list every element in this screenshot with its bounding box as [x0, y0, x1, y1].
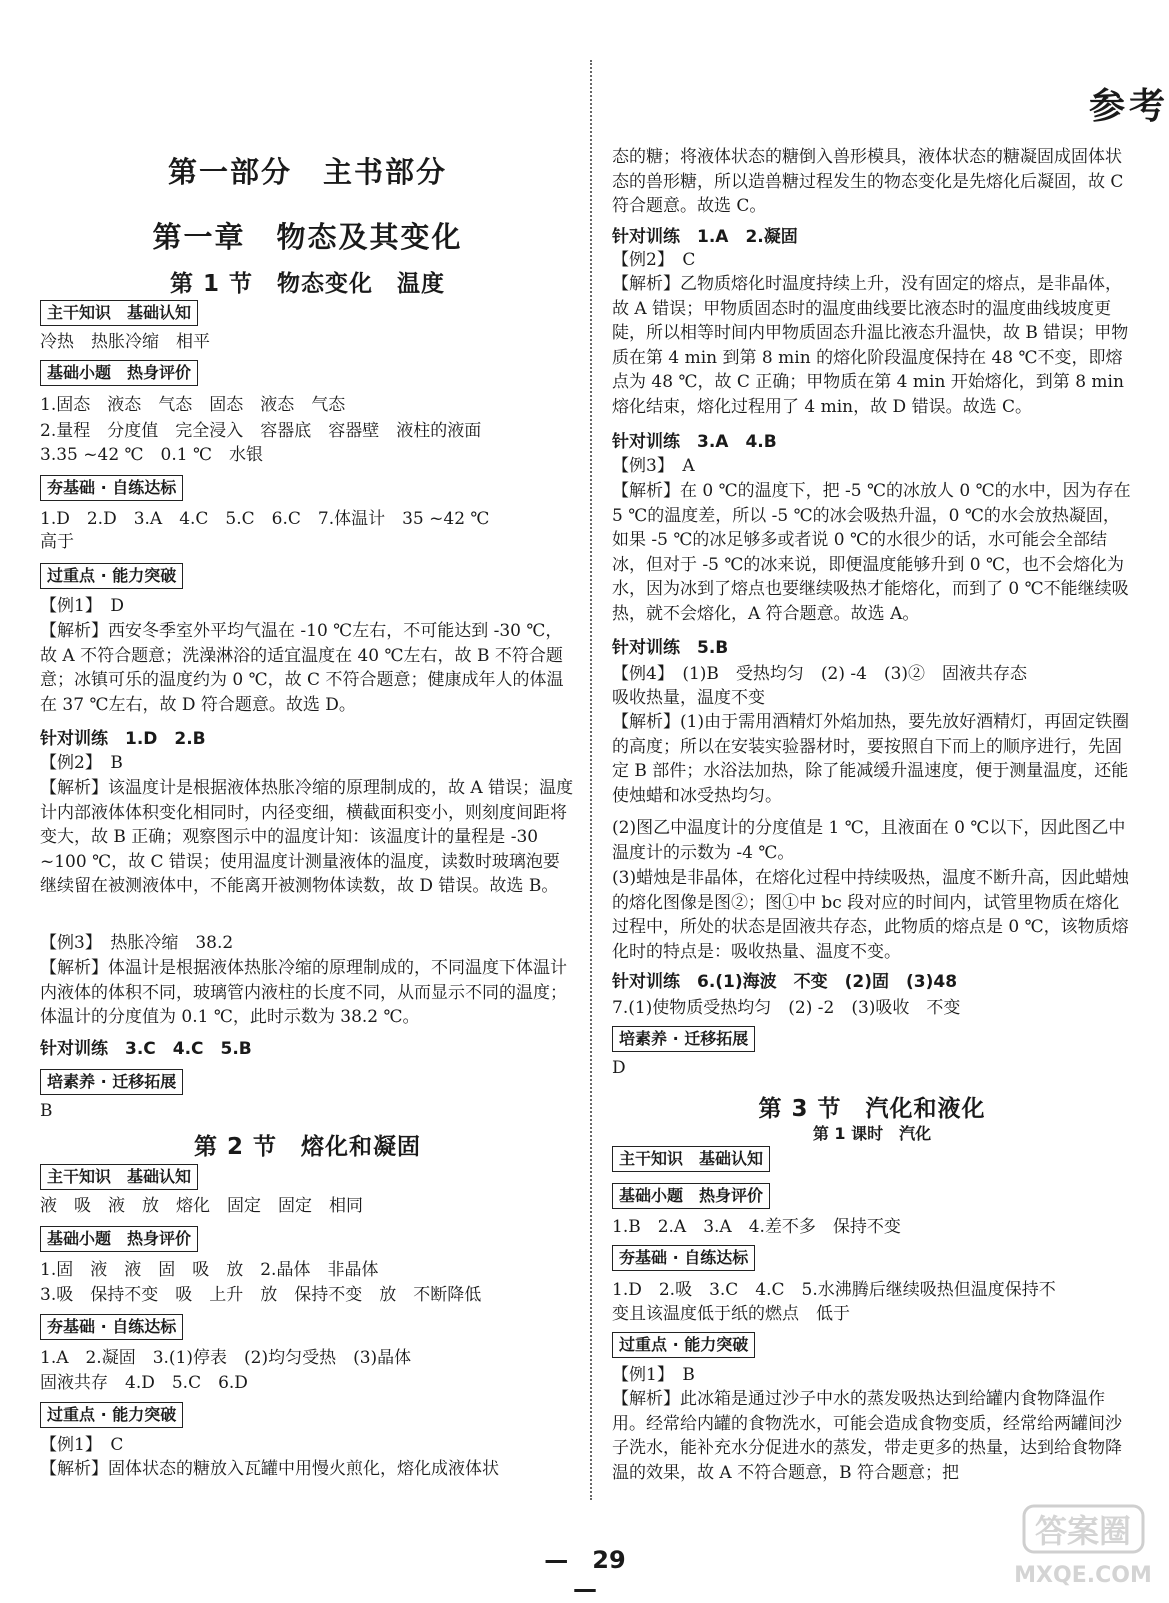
example-label: 【例1】 D: [40, 596, 124, 616]
section-2-title: 第 2 节 熔化和凝固: [193, 1134, 422, 1160]
svg-text:答案圈: 答案圈: [1034, 1512, 1132, 1550]
example-label: 【例1】 C: [40, 1435, 124, 1455]
label-main-knowledge: 主干知识 基础认知: [40, 300, 198, 326]
analysis-paragraph: 【解析】体温计是根据液体热胀冷缩的原理制成的，不同温度下体温计内液体的体积不同，玻璃管内液柱的长度不同，从而显示不同的温度；体温计的分度值为 0.1 ℃，此时示数为 38.2 ℃。: [40, 958, 567, 1027]
analysis-paragraph: 态的糖；将液体状态的糖倒入兽形模具，液体状态的糖凝固成固体状态的兽形糖，所以造兽糖过程发生的物态变化是先熔化后凝固，故 C 符合题意。故选 C。: [612, 147, 1124, 216]
column-divider: [590, 60, 592, 1500]
answer-line: 1.D 2.吸 3.C 4.C 5.水沸腾后继续吸热但温度保持不: [612, 1280, 1056, 1300]
lesson-title: 第 1 课时 汽化: [812, 1124, 932, 1143]
answer-line: 1.B 2.A 3.A 4.差不多 保持不变: [612, 1217, 901, 1237]
analysis-paragraph: (2)图乙中温度计的分度值是 1 ℃，且液面在 0 ℃以下，因此图乙中温度计的示数为 -4 ℃。: [612, 818, 1126, 863]
analysis-paragraph: 【解析】在 0 ℃的温度下，把 -5 ℃的冰放人 0 ℃的水中，因为存在 5 ℃的温度差，所以 -5 ℃的冰会吸热升温，0 ℃的水会放热凝固，如果 -5 ℃的冰足够多或者说 0 ℃的水很少的话，水可能会全部结冰，但对于 -5 ℃的冰来说，即便温度能够升到 0 ℃，也不会熔化为水，因为冰到了熔点也要继续吸热才能熔化，而到了 0 ℃不能继续吸热，就不会熔化，A 符合题意。故选 A。: [612, 481, 1131, 624]
answer-line: B: [40, 1101, 53, 1121]
example-label: 【例2】 C: [612, 250, 696, 270]
targeted-training: 针对训练 3.C 4.C 5.B: [40, 1039, 252, 1059]
answer-line: 冷热 热胀冷缩 相平: [40, 332, 210, 352]
answer-line: 2.量程 分度值 完全浸入 容器底 容器壁 液柱的液面: [40, 421, 482, 441]
label-key-points: 过重点 · 能力突破: [612, 1332, 755, 1358]
label-basic-questions: 基础小题 热身评价: [40, 360, 198, 386]
part-title: 第一部分 主书部分: [167, 155, 447, 189]
section-3-title: 第 3 节 汽化和液化: [758, 1096, 986, 1122]
answer-line: 3.吸 保持不变 吸 上升 放 保持不变 放 不断降低: [40, 1285, 482, 1305]
chapter-title: 第一章 物态及其变化: [152, 220, 463, 254]
header-corner-title: 参考: [1088, 86, 1169, 127]
analysis-paragraph: 【解析】(1)由于需用酒精灯外焰加热，要先放好酒精灯，再固定铁圈的高度；所以在安装实验器材时，要按照自下而上的顺序进行，先固定 B 部件；水浴法加热，除了能减缓升温速度，便于测量温度，还能使烛蜡和冰受热均匀。: [612, 712, 1130, 806]
targeted-training: 针对训练 6.(1)海波 不变 (2)固 (3)48: [612, 972, 958, 992]
label-self-practice: 夯基础 · 自练达标: [612, 1245, 755, 1271]
answer-line: 1.D 2.D 3.A 4.C 5.C 6.C 7.体温计 35 ~42 ℃: [40, 509, 490, 529]
targeted-training: 针对训练 1.D 2.B: [40, 729, 206, 749]
answer-line: 高于: [40, 532, 74, 552]
watermark-logo: [1016, 1502, 1151, 1592]
example-label: 【例3】 热胀冷缩 38.2: [40, 933, 234, 953]
section-1-title: 第 1 节 物态变化 温度: [169, 271, 446, 297]
example-label: 【例2】 B: [40, 753, 123, 773]
answer-line: 1.固 液 液 固 吸 放 2.晶体 非晶体: [40, 1260, 379, 1280]
analysis-paragraph: 【解析】该温度计是根据液体热胀冷缩的原理制成的，故 A 错误；温度计内部液体体积变化相同时，内径变细，横截面积变小，则刻度间距将变大，故 B 正确；观察图示中的温度计知：该温度计的量程是 -30 ~100 ℃，故 C 错误；使用温度计测量液体的温度，读数时玻璃泡要继续留在被测液体中，不能离开被测物体读数，故 D 错误。故选 B。: [40, 778, 574, 896]
label-self-practice: 夯基础 · 自练达标: [40, 1314, 183, 1340]
example-label: 【例3】 A: [612, 456, 695, 476]
svg-text:MXQE.COM: MXQE.COM: [1016, 1563, 1151, 1588]
label-self-practice: 夯基础 · 自练达标: [40, 475, 183, 501]
targeted-training: 针对训练 3.A 4.B: [612, 432, 777, 452]
answer-line: D: [612, 1058, 626, 1078]
targeted-training: 针对训练 5.B: [612, 638, 729, 658]
analysis-paragraph: 【解析】固体状态的糖放入瓦罐中用慢火煎化，熔化成液体状: [40, 1459, 499, 1479]
answer-line: 液 吸 液 放 熔化 固定 固定 相同: [40, 1196, 363, 1216]
analysis-paragraph: 【解析】此冰箱是通过沙子中水的蒸发吸热达到给罐内食物降温作用。经常给内罐的食物洗水，可能会造成食物变质，经常给两罐间沙子洗水，能补充水分促进水的蒸发，带走更多的热量，达到给食物降温的效果，故 A 不符合题意，B 符合题意；把: [612, 1389, 1122, 1483]
example-label: 【例4】 (1)B 受热均匀 (2) -4 (3)② 固液共存态: [612, 664, 1028, 684]
answer-line: 1.固态 液态 气态 固态 液态 气态: [40, 395, 346, 415]
label-key-points: 过重点 · 能力突破: [40, 1402, 183, 1428]
analysis-paragraph: (3)蜡烛是非晶体，在熔化过程中持续吸热，温度不断升高，因此蜡烛的熔化图像是图②；图①中 bc 段对应的时间内，试管里物质在熔化过程中，所处的状态是固液共存态，此物质的熔点是 0 ℃，该物质熔化时的特点是：吸收热量、温度不变。: [612, 868, 1130, 962]
label-key-points: 过重点 · 能力突破: [40, 563, 183, 589]
label-basic-questions: 基础小题 热身评价: [40, 1226, 198, 1252]
page-number: — 29 —: [544, 1546, 650, 1603]
answer-line: 7.(1)使物质受热均匀 (2) -2 (3)吸收 不变: [612, 998, 961, 1018]
example-label: 【例1】 B: [612, 1365, 695, 1385]
label-extension: 培素养 · 迁移拓展: [40, 1069, 183, 1095]
label-basic-questions: 基础小题 热身评价: [612, 1183, 770, 1209]
answer-line: 1.A 2.凝固 3.(1)停表 (2)均匀受热 (3)晶体: [40, 1348, 412, 1368]
answer-line: 吸收热量，温度不变: [612, 688, 765, 708]
analysis-paragraph: 【解析】乙物质熔化时温度持续上升，没有固定的熔点，是非晶体，故 A 错误；甲物质固态时的温度曲线要比液态时的温度曲线坡度更陡，所以相等时间内甲物质固态升温比液态升温快，故 B 错误；甲物质在第 4 min 到第 8 min 的熔化阶段温度保持在 48 ℃不变，即熔点为 48 ℃，故 C 正确；甲物质在第 4 min 开始熔化，到第 8 min 熔化结束，熔化过程用了 4 min，故 D 错误。故选 C。: [612, 274, 1129, 417]
answer-line: 变且该温度低于纸的燃点 低于: [612, 1304, 850, 1324]
label-extension: 培素养 · 迁移拓展: [612, 1026, 755, 1052]
answer-line: 固液共存 4.D 5.C 6.D: [40, 1373, 248, 1393]
targeted-training: 针对训练 1.A 2.凝固: [612, 227, 798, 247]
analysis-paragraph: 【解析】西安冬季室外平均气温在 -10 ℃左右，不可能达到 -30 ℃，故 A 不符合题意；洗澡淋浴的适宜温度在 40 ℃左右，故 B 不符合题意；冰镇可乐的温度约为 0 ℃，故 C 不符合题意；健康成年人的体温在 37 ℃左右，故 D 符合题意。故选 D。: [40, 621, 564, 715]
label-main-knowledge: 主干知识 基础认知: [40, 1164, 198, 1190]
answer-line: 3.35 ~42 ℃ 0.1 ℃ 水银: [40, 445, 264, 465]
label-main-knowledge: 主干知识 基础认知: [612, 1146, 770, 1172]
